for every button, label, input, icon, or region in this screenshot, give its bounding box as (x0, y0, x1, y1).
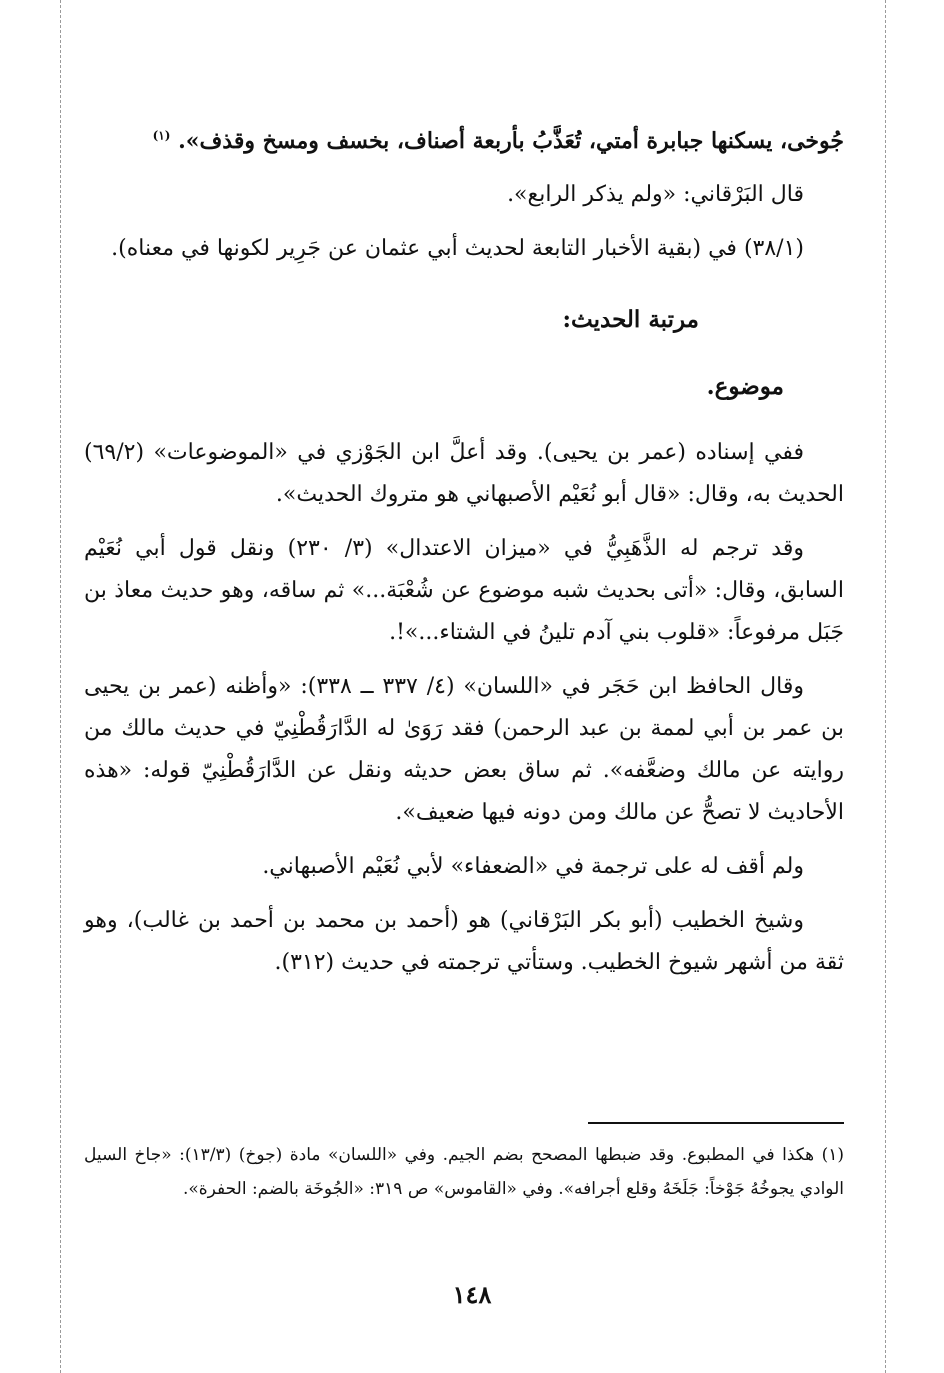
paragraph-5: وقد ترجم له الذَّهَبِيُّ في «ميزان الاعتدال» (٣/ ٢٣٠) ونقل قول أبي نُعَيْم السابق، وقال: «أتى بحديث شبه موضوع عن شُعْبَة...» ثم ساقه، وهو حديث معاذ بن جَبَل مرفوعاً: «قلوب بني آدم تلينُ في الشتاء...»!. (84, 536, 844, 645)
section-heading: مرتبة الحديث: (562, 306, 699, 333)
paragraph-6: وقال الحافظ ابن حَجَر في «اللسان» (٤/ ٣٣٧ ــ ٣٣٨): «وأظنه (عمر بن يحيى بن عمر بن أبي لممة بن عبد الرحمن) فقد رَوَىٰ له الدَّارَقُطْنِيّ في حديث مالك من روايته عن مالك وضعَّفه». ثم ساق بعض حديثه ونقل عن الدَّارَقُطْنِيّ قوله: «هذه الأحاديث لا تصحُّ عن مالك ومن دونه فيها ضعيف». (84, 674, 844, 825)
paragraph-8: وشيخ الخطيب (أبو بكر البَرْقاني) هو (أحمد بن محمد بن أحمد بن غالب)، وهو ثقة من أشهر شيوخ الخطيب. وستأتي ترجمته في حديث (٣١٢). (84, 908, 844, 975)
section-verdict: موضوع. (706, 373, 784, 400)
footnote-marker: (١) (152, 128, 171, 143)
paragraph-7: ولم أقف له على ترجمة في «الضعفاء» لأبي نُعَيْم الأصبهاني. (262, 854, 804, 879)
scan-guide-line-right (885, 0, 886, 1373)
footnotes (84, 1138, 844, 1206)
paragraph-1-text: جُوخى، يسكنها جبابرة أمتي، تُعَذَّبُ بأربعة أصناف، بخسف ومسخ وقذف». (178, 128, 844, 154)
scan-guide-line-left (60, 0, 61, 1373)
paragraph-3: (٣٨/١) في (بقية الأخبار التابعة لحديث أبي عثمان عن جَرِير لكونها في معناه). (111, 236, 804, 261)
paragraph-2: قال البَرْقاني: «ولم يذكر الرابع». (507, 182, 804, 207)
footnote-divider (588, 1122, 844, 1124)
page-number: ١٤٨ (452, 1280, 492, 1309)
footnote-1: (١) هكذا في المطبوع. وقد ضبطها المصحح بضم الجيم. وفي «اللسان» مادة (جوخ) (١٣/٣): «جاخ السيل الوادي يجوخُهُ جَوْخاً: جَلَخَهُ وقلع أجرافه». وفي «القاموس» ص ٣١٩: «الجُوخَة بالضم: الحفرة». (84, 1145, 844, 1199)
paragraph-4: ففي إسناده (عمر بن يحيى). وقد أعلَّ ابن الجَوْزي في «الموضوعات» (٦٩/٢) الحديث به، وقال: «قال أبو نُعَيْم الأصبهاني هو متروك الحديث». (84, 440, 844, 507)
paragraph-1 (84, 120, 844, 162)
page-body (84, 120, 844, 984)
